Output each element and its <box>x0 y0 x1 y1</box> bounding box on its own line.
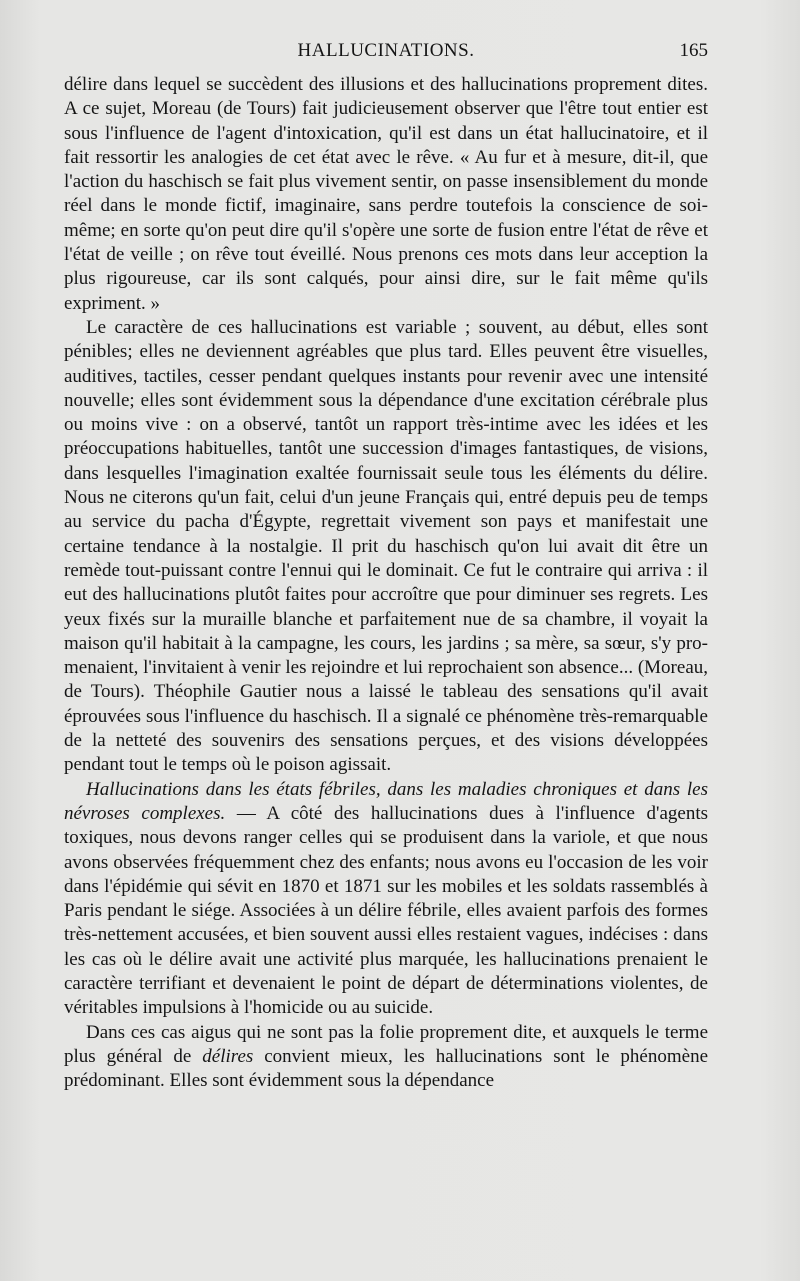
paragraph-4 <box>64 1021 708 1094</box>
paragraph-4-text-a: Dans ces cas aigus qui ne sont pas la folie proprement dite, et auxquels le terme plus général de <box>64 1021 708 1067</box>
body-text <box>64 73 708 1093</box>
paragraph-3-text: — A côté des hallucinations dues à l'influence d'agents toxiques, nous devons ranger celles qui se produisent dans la variole, et que nous avons observées fréquemment chez des enfants; nous avons eu l'occasion de les voir dans l'épidémie qui sévit en 1870 et 1871 sur les mobiles et les soldats rassemblés à Paris pendant le siége. Associées à un délire fébrile, elles avaient parfois des formes très-nettement accusées, et bien souvent aussi elles restaient vagues, indécises : dans les cas où le délire avait une activité plus marquée, les hallucinations prenaient le caractère terrifiant et devenaient le point de départ de déterminations violentes, de véritables impulsions à l'homicide ou au suicide. <box>64 802 709 1019</box>
italic-term: délires <box>202 1045 254 1067</box>
paragraph-3 <box>64 778 708 1021</box>
section-heading-italic: Hallucinations dans les états fébriles, dans les maladies chroniques et dans les névroses complexes. <box>64 778 708 824</box>
running-title: HALLUCINATIONS. <box>297 40 475 61</box>
paragraph-2: Le caractère de ces hallucinations est variable ; souvent, au début, elles sont pénibles; elles ne deviennent agréables que plus tard. Elles peuvent être visuelles, auditives, tactiles, cesser pendant quelques instants pour revenir avec une intensité nouvelle; elles sont évidemment sous la dépendance d'une excitation cérébrale plus ou moins vive : on a observé, tantôt un rapport très-intime avec les idées et les préoccupations habituelles, tantôt une succession d'images fantastiques, de visions, dans lesquelles l'imagination exaltée fournissait seule tous les éléments du délire. Nous ne citerons qu'un fait, celui d'un jeune Français qui, entré depuis peu de temps au service du pacha d'Égypte, regrettait vivement son pays et manifestait une certaine tendance à la nostalgie. Il prit du haschisch qu'on lui avait dit être un remède tout-puissant contre l'ennui qui le dominait. Ce fut le contraire qui arriva : il eut des hallucinations plutôt faites pour accroître que pour diminuer ses regrets. Les yeux fixés sur la muraille blanche et parfaitement nue de sa chambre, il voyait la maison qu'il habitait à la campagne, les cours, les jardins ; sa mère, sa sœur, s'y promenaient, l'invitaient à venir les rejoindre et lui reprochaient son absence... (Moreau, de Tours). Théophile Gautier nous a laissé le tableau des sensations qu'il avait éprouvées sous l'influence du haschisch. Il a signalé ce phénomène très-remarquable de la netteté des souvenirs des sensations perçues, et des visions développées pendant tout le temps où le poison agissait. <box>64 316 708 776</box>
paragraph-4-text-b: convient mieux, les hallucinations sont le phénomène prédominant. Elles sont évidemment sous la dépendance <box>64 1045 709 1092</box>
page-number: 165 <box>679 40 708 61</box>
page-header <box>64 40 708 68</box>
paragraph-1: délire dans lequel se succèdent des illusions et des hallucinations proprement dites. A ce sujet, Moreau (de Tours) fait judicieusement observer que l'être tout entier est sous l'influence de l'agent d'intoxication, qu'il est dans un état hallucinatoire, et il fait ressortir les analogies de cet état avec le rêve. « Au fur et à mesure, dit-il, que l'action du haschisch se fait plus vivement sentir, on passe insensiblement du monde réel dans le monde fictif, imaginaire, sans perdre toutefois la conscience de soi-même; en sorte qu'on peut dire qu'il s'opère une sorte de fusion entre l'état de rêve et l'état de veille ; on rêve tout éveillé. Nous prenons ces mots dans leur acception la plus rigoureuse, car ils sont calqués, pour ainsi dire, sur le fait même qu'ils expriment. » <box>64 74 708 314</box>
